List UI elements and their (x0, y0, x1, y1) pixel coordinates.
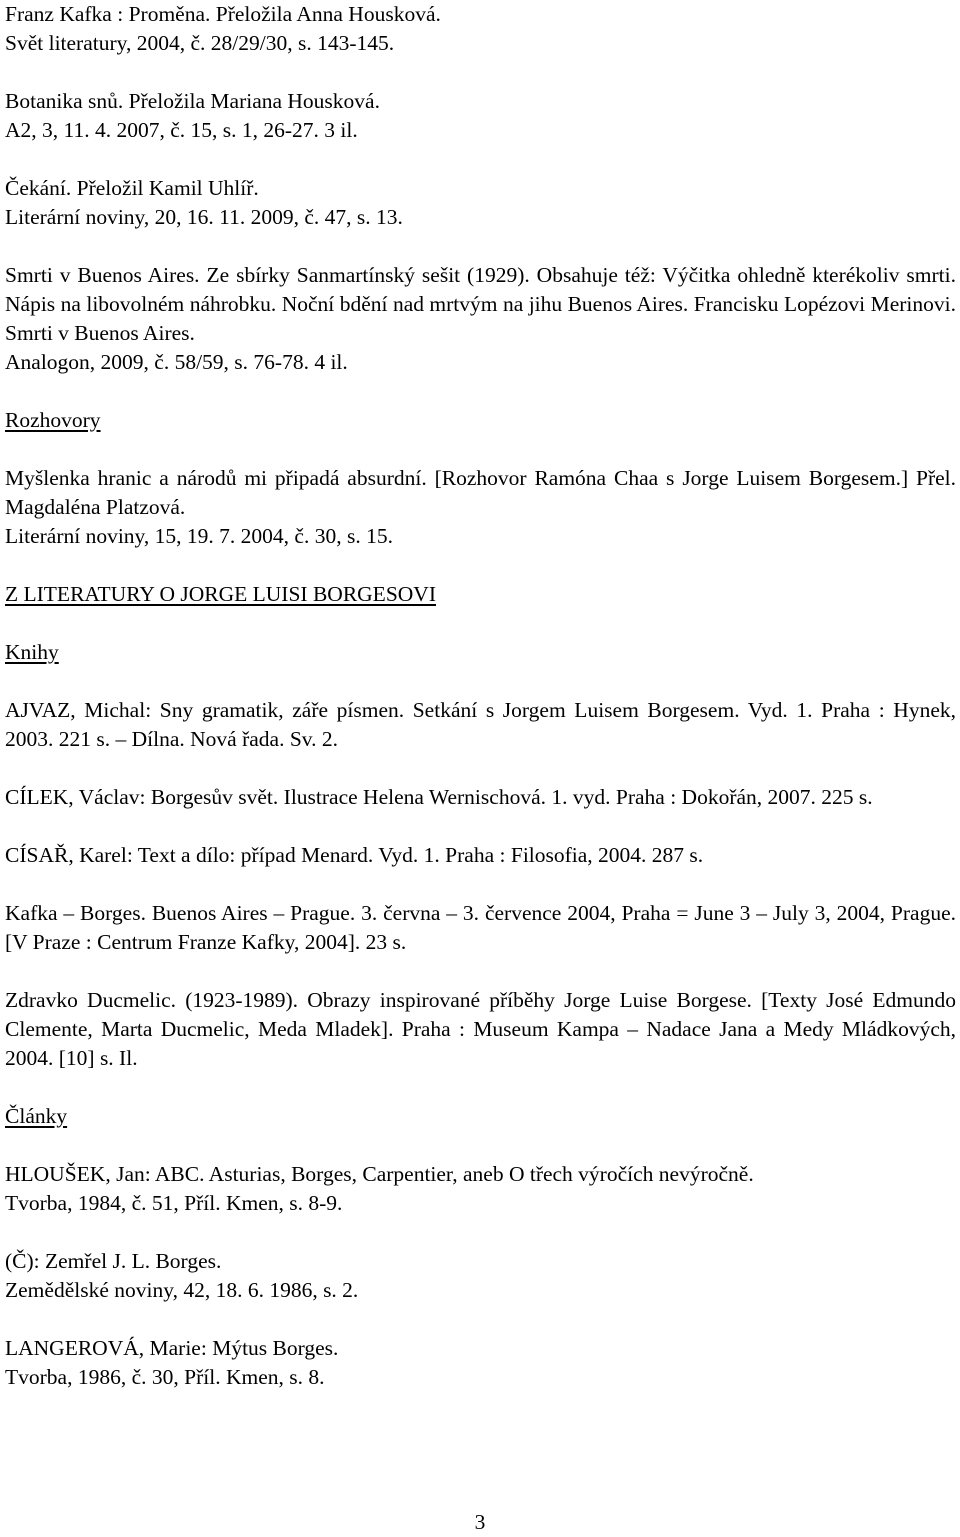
book-entry-ajvaz: AJVAZ, Michal: Sny gramatik, záře písmen. Setkání s Jorgem Luisem Borgesem. Vyd. 1. Praha : Hynek, 2003. 221 s. – Dílna. Nová řada. Sv. 2. (5, 698, 956, 751)
article-entry-langerova (5, 1334, 956, 1392)
section-heading-rozhovory: Rozhovory (5, 408, 101, 432)
entry-botanika-snu (5, 87, 956, 145)
entry-title: Čekání. Přeložil Kamil Uhlíř. (5, 176, 259, 200)
entry-source: Analogon, 2009, č. 58/59, s. 76-78. 4 il. (5, 350, 348, 374)
entry-paragraph: Smrti v Buenos Aires. Ze sbírky Sanmartínský sešit (1929). Obsahuje též: Výčitka ohledně kterékoliv smrti. Nápis na libovolném náhrobku. Noční bdění nad mrtvým na jihu Buenos Aires. Francisku Lopézovi Merinovi. Smrti v Buenos Aires. (5, 263, 956, 345)
article-title: (Č): Zemřel J. L. Borges. (5, 1249, 222, 1273)
entry-source: A2, 3, 11. 4. 2007, č. 15, s. 1, 26-27. 3 il. (5, 118, 358, 142)
article-title: LANGEROVÁ, Marie: Mýtus Borges. (5, 1336, 339, 1360)
entry-source: Literární noviny, 15, 19. 7. 2004, č. 30, s. 15. (5, 524, 393, 548)
book-entry-kafka-borges: Kafka – Borges. Buenos Aires – Prague. 3. června – 3. července 2004, Praha = June 3 – July 3, 2004, Prague. [V Praze : Centrum Franze Kafky, 2004]. 23 s. (5, 901, 956, 954)
entry-source: Literární noviny, 20, 16. 11. 2009, č. 47, s. 13. (5, 205, 403, 229)
book-entry-cilek: CÍLEK, Václav: Borgesův svět. Ilustrace Helena Wernischová. 1. vyd. Praha : Dokořán, 2007. 225 s. (5, 785, 873, 809)
entry-title: Botanika snů. Přeložila Mariana Housková. (5, 89, 380, 113)
entry-cekani (5, 174, 956, 232)
page-number: 3 (474, 1510, 486, 1534)
entry-title: Franz Kafka : Proměna. Přeložila Anna Housková. (5, 2, 441, 26)
section-heading-main: Z LITERATURY O JORGE LUISI BORGESOVI (5, 582, 436, 606)
book-entry-cisar: CÍSAŘ, Karel: Text a dílo: případ Menard. Vyd. 1. Praha : Filosofia, 2004. 287 s. (5, 843, 704, 867)
entry-smrti-v-buenos-aires (5, 261, 956, 377)
bibliography-page (5, 0, 956, 1421)
entry-interview (5, 464, 956, 551)
article-source: Tvorba, 1986, č. 30, Příl. Kmen, s. 8. (5, 1365, 325, 1389)
section-heading-knihy: Knihy (5, 640, 59, 664)
article-title: HLOUŠEK, Jan: ABC. Asturias, Borges, Carpentier, aneb O třech výročích nevýročně. (5, 1162, 754, 1186)
article-entry-zemrel (5, 1247, 956, 1305)
article-source: Zemědělské noviny, 42, 18. 6. 1986, s. 2. (5, 1278, 359, 1302)
entry-source: Svět literatury, 2004, č. 28/29/30, s. 143-145. (5, 31, 395, 55)
article-source: Tvorba, 1984, č. 51, Příl. Kmen, s. 8-9. (5, 1191, 343, 1215)
section-heading-clanky: Články (5, 1104, 68, 1128)
entry-paragraph: Myšlenka hranic a národů mi připadá absurdní. [Rozhovor Ramóna Chaa s Jorge Luisem Borgesem.] Přel. Magdaléna Platzová. (5, 466, 956, 519)
article-entry-hlousek (5, 1160, 956, 1218)
book-entry-ducmelic: Zdravko Ducmelic. (1923-1989). Obrazy inspirované příběhy Jorge Luise Borgese. [Texty José Edmundo Clemente, Marta Ducmelic, Meda Mladek]. Praha : Museum Kampa – Nadace Jana a Medy Mládkových, 2004. [10] s. Il. (5, 988, 956, 1070)
entry-kafka-promena (5, 0, 956, 58)
